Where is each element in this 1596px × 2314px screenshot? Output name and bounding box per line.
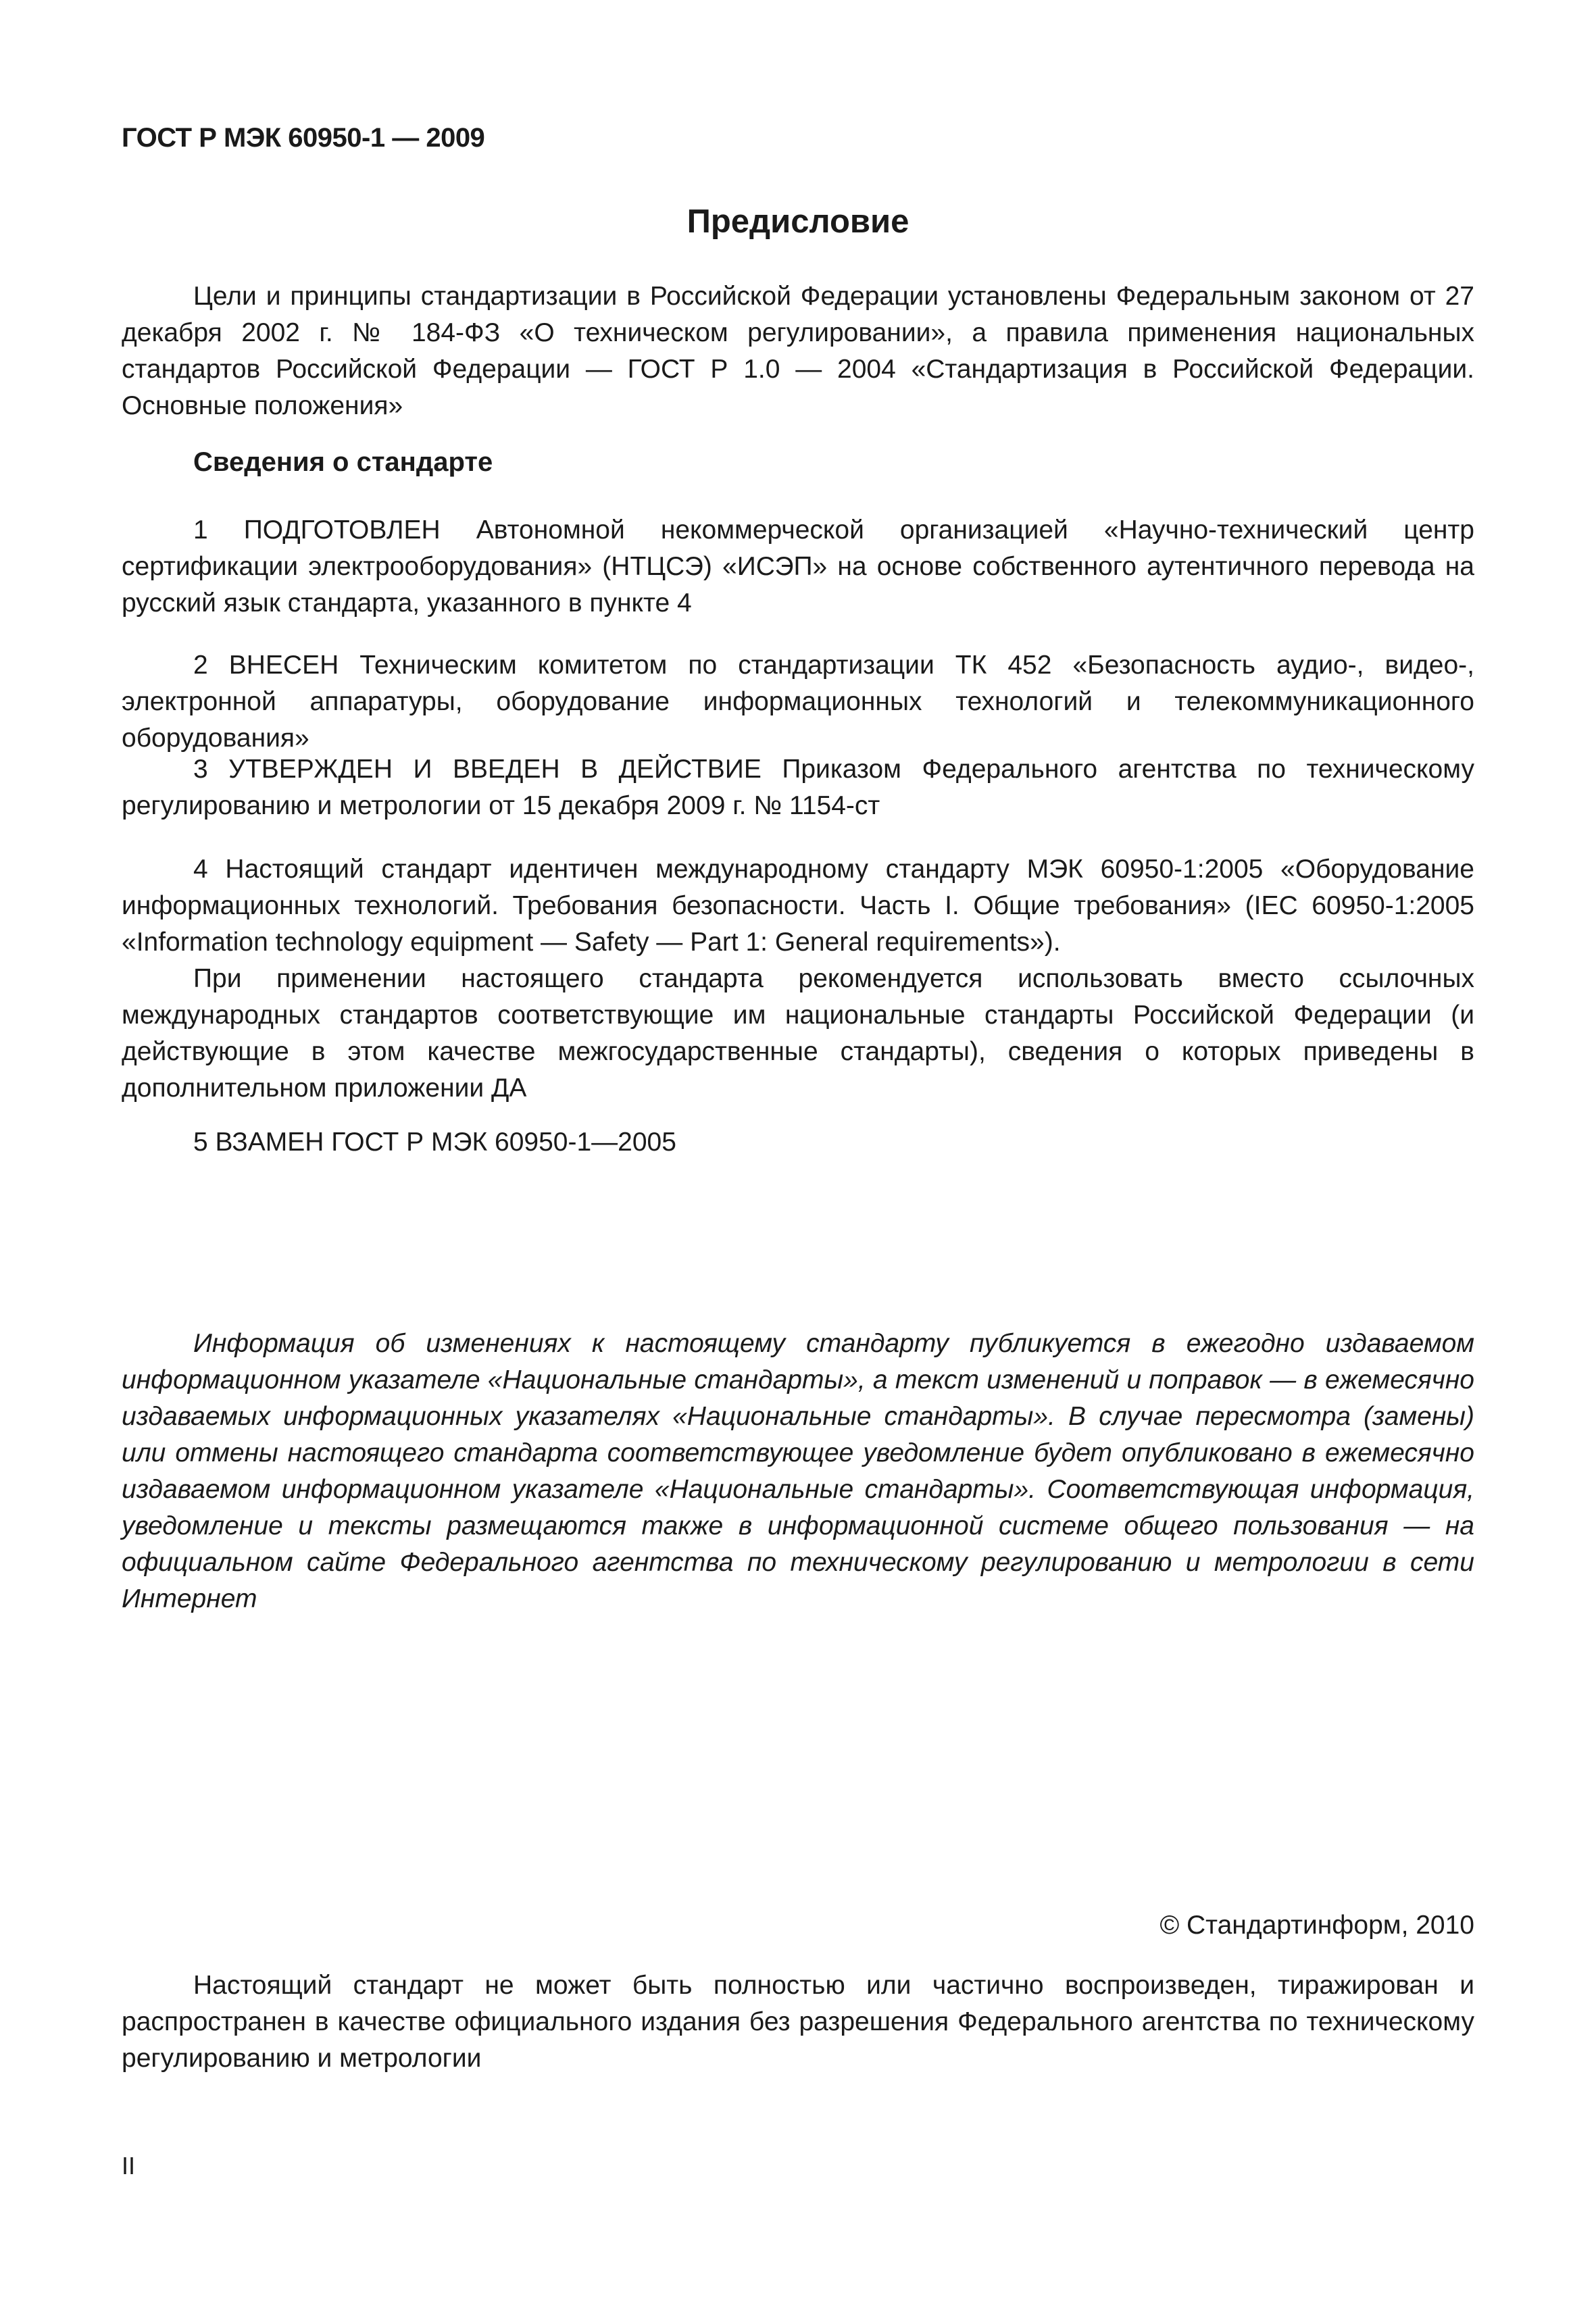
copyright: © Стандартинформ, 2010: [1159, 1911, 1474, 1940]
page-title: Предисловие: [687, 203, 909, 240]
reproduction-notice-text: Настоящий стандарт не может быть полностью или частично воспроизведен, тиражирован и распространен в качестве официального издания без разрешения Федерального агентства по техническому регулированию и метрологии: [122, 1971, 1474, 2073]
info-heading: Сведения о стандарте: [193, 447, 493, 477]
item-5-text: 5 ВЗАМЕН ГОСТ Р МЭК 60950-1—2005: [193, 1128, 676, 1157]
item-4-text: 4 Настоящий стандарт идентичен международному стандарту МЭК 60950-1:2005 «Оборудование информационных технологий. Требования безопасности. Часть I. Общие требования» (IEC 60950-1:2005 «Information technology equipment — Safety — Part 1: General requirements»).: [122, 855, 1474, 957]
item-4-note: При применении настоящего стандарта рекомендуется использовать вместо ссылочных международных стандартов соответствующие им национальные стандарты Российской Федерации (и действующие в этом качестве межгосударственные стандарты), сведения о которых приведены в дополнительном приложении ДА: [122, 964, 1474, 1103]
item-1: [122, 512, 1474, 622]
amendments-notice: [122, 1326, 1474, 1617]
item-5: [122, 1124, 1474, 1161]
item-1-text: 1 ПОДГОТОВЛЕН Автономной некоммерческой организацией «Научно-технический центр сертификации электрооборудования» (НТЦСЭ) «ИСЭП» на основе собственного аутентичного перевода на русский язык стандарта, указанного в пункте 4: [122, 515, 1474, 618]
page-number: II: [122, 2152, 136, 2180]
item-2: [122, 647, 1474, 757]
item-2-text: 2 ВНЕСЕН Техническим комитетом по стандартизации ТК 452 «Безопасность аудио-, видео-, электронной аппаратуры, оборудование информационных технологий и телекоммуникационного оборудования»: [122, 651, 1474, 753]
item-3-text: 3 УТВЕРЖДЕН И ВВЕДЕН В ДЕЙСТВИЕ Приказом Федерального агентства по техническому регулированию и метрологии от 15 декабря 2009 г. № 1154-ст: [122, 755, 1474, 820]
intro-paragraph: [122, 278, 1474, 424]
amendments-notice-text: Информация об изменениях к настоящему стандарту публикуется в ежегодно издаваемом информационном указателе «Национальные стандарты», а текст изменений и поправок — в ежемесячно издаваемых информационных указателях «Национальные стандарты». В случае пересмотра (замены) или отмены настоящего стандарта соответствующее уведомление будет опубликовано в ежемесячно издаваемом информационном указателе «Национальные стандарты». Соответствующая информация, уведомление и тексты размещаются также в информационной системе общего пользования — на официальном сайте Федерального агентства по техническому регулированию и метрологии в сети Интернет: [122, 1329, 1474, 1613]
standard-designation: ГОСТ Р МЭК 60950-1 — 2009: [122, 123, 485, 153]
reproduction-notice: [122, 1967, 1474, 2077]
intro-text: Цели и принципы стандартизации в Российской Федерации установлены Федеральным законом от 27 декабря 2002 г. № 184-ФЗ «О техническом регулировании», а правила применения национальных стандартов Российской Федерации — ГОСТ Р 1.0 — 2004 «Стандартизация в Российской Федерации. Основные положения»: [122, 282, 1474, 420]
item-3: [122, 751, 1474, 824]
item-4: [122, 851, 1474, 1107]
